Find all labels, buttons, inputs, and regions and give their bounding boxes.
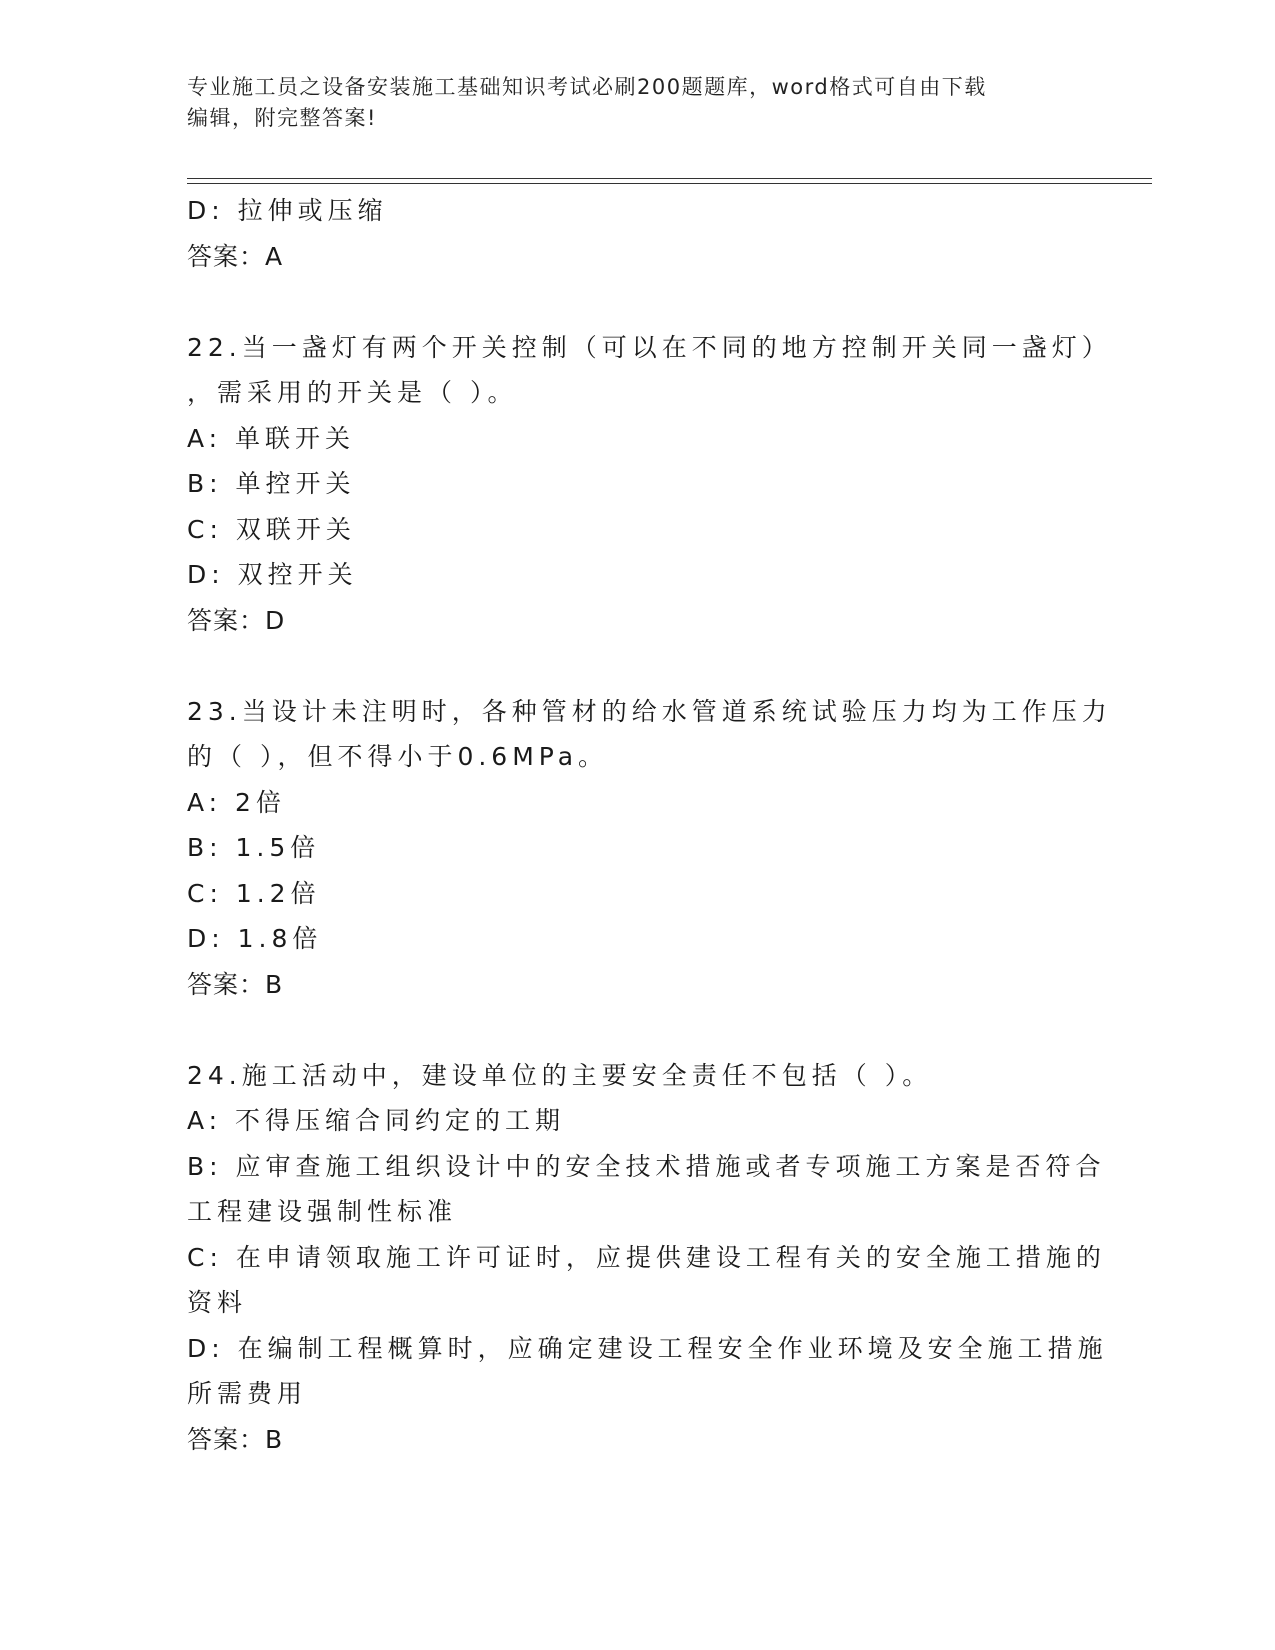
option-b-line-1: B: 应审查施工组织设计中的安全技术措施或者专项施工方案是否符合: [187, 1151, 1106, 1181]
question-stem-line-1: 23.当设计未注明时，各种管材的给水管道系统试验压力均为工作压力: [187, 696, 1112, 726]
question-stem-line-2: 的（ ），但不得小于0.6MPa。: [187, 742, 609, 771]
option-d: D: 拉伸或压缩: [187, 196, 388, 225]
spacer: [187, 1007, 1067, 1053]
answer-line: 答案：A: [187, 241, 284, 271]
option-b: B: 单控开关: [187, 469, 356, 498]
option-d: D: 双控开关: [187, 560, 358, 589]
header-divider-top: [187, 178, 1152, 179]
header-divider-bottom: [187, 183, 1152, 184]
question-stem-line-1: 22.当一盏灯有两个开关控制（可以在不同的地方控制开关同一盏灯）: [187, 332, 1112, 362]
option-c-line-1: C: 在申请领取施工许可证时，应提供建设工程有关的安全施工措施的: [187, 1242, 1106, 1272]
question-23: [187, 689, 1112, 1008]
answer-line: 答案：D: [187, 605, 286, 635]
answer-line: 答案：B: [187, 969, 284, 999]
header-title-line-2: 编辑，附完整答案!: [187, 106, 377, 130]
option-a: A: 单联开关: [187, 423, 356, 453]
previous-question-tail: [187, 188, 1067, 279]
question-stem-line-2: ，需采用的开关是（ ）。: [187, 378, 518, 407]
header-title-line-1: 专业施工员之设备安装施工基础知识考试必刷200题题库，word格式可自由下载: [187, 75, 987, 99]
option-d: D: 1.8倍: [187, 924, 323, 953]
option-a: A: 不得压缩合同约定的工期: [187, 1106, 566, 1135]
option-b-line-2: 工程建设强制性标准: [187, 1197, 458, 1226]
option-c: C: 1.2倍: [187, 878, 321, 908]
option-a: A: 2倍: [187, 787, 286, 817]
document-body: [187, 188, 1112, 1462]
spacer: [187, 279, 1067, 325]
option-c-line-2: 资料: [187, 1288, 248, 1317]
option-d-line-2: 所需费用: [187, 1379, 308, 1408]
question-22: [187, 325, 1112, 644]
option-b: B: 1.5倍: [187, 833, 321, 862]
option-c: C: 双联开关: [187, 514, 356, 544]
question-stem: 24.施工活动中，建设单位的主要安全责任不包括（ ）。: [187, 1060, 933, 1090]
question-24: [187, 1053, 1108, 1463]
option-d-line-1: D: 在编制工程概算时，应确定建设工程安全作业环境及安全施工措施: [187, 1333, 1108, 1363]
document-header: [187, 72, 1067, 134]
spacer: [187, 643, 1067, 689]
answer-line: 答案：B: [187, 1424, 284, 1454]
